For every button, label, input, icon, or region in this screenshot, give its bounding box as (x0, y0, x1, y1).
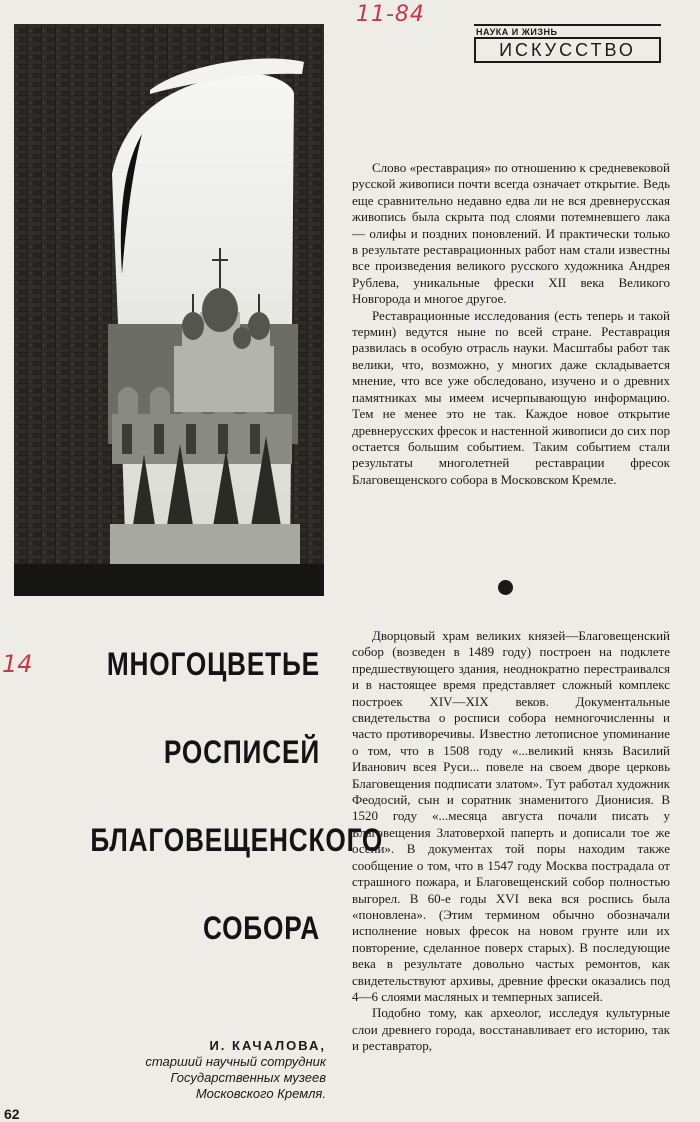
cathedral-photo (14, 24, 324, 596)
author-name: И. КАЧАЛОВА, (209, 1038, 326, 1053)
kremlin-cathedral-illustration (14, 24, 324, 596)
intro-paragraph: Реставрационные исследования (есть теперь и такой термин) ведутся ныне по всей стране. Реставрация развилась в особую отрасль науки. Масштабы работ так велики, что, возможно, у многих даже складывается мнение, что все уже обследовано, изучено и о древних памятниках мы имеем исчерпывающую информацию. Тем не менее это не так. Каждое новое открытие древнерусских фресок и настенной живописи до сих пор остается большим событием. Таким событием стали результаты многолетней реставрации фресок Благовещенского собора в Московском Кремле. (352, 307, 670, 487)
page-number: 62 (4, 1106, 20, 1122)
title-line: МНОГОЦВЕТЬЕ (106, 646, 320, 682)
title-line: СОБОРА (202, 910, 320, 946)
author-byline (100, 1038, 326, 1102)
main-paragraph: Дворцовый храм великих князей—Благовещенский собор (возведен в 1489 году) построен на подклете предшествующего здания, неоднократно перестраивался и в настоящее время представляет сложный комплекс построек XIV—XIX веков. Документальные свидетельства о росписи собора немногочисленны и часто противоречивы. Известно летописное упоминание о том, что в 1508 году «...великий князь Василий Иванович всея Руси... повеле на своем дворе церковь Благовещения подписати златом». Тут работал художник Феодосий, сын и соратник знаменитого Дионисия. В 1520 году «...месяца августа почали писать у Благовещения Златоверхой паперть и дописали тое же осени». В документах той поры находим также сообщение о том, что в 1547 году Москва пострадала от страшного пожара, и Благовещенский собор полностью выгорел. В 60-е годы XVI века вся роспись была «поновлена». (Этим термином обычно обозначали исполнение новых фресок на новом грунте или их повторение, сделанное поверх старых). В последующие века в результате довольно частых ремонтов, как свидетельствуют архивы, древние фрески оказались под 4—6 слоями масляных и темперных записей. (352, 628, 670, 1004)
title-line: РОСПИСЕЙ (163, 734, 320, 770)
section-rubric: ИСКУССТВО (474, 37, 661, 63)
main-text (352, 628, 670, 1055)
intro-paragraph: Слово «реставрация» по отношению к средневековой русской живописи почти всегда означает открытие. Ведь еще сравнительно недавно едва ли не вся древнерусская живопись была скрыта под слоями потемневшего лака — олифы и поздних поновлений. И практически только в результате реставрационных работ нам стали известны все произведения великого русского художника Андрея Рублева, уникальные фрески XII века Великого Новгорода и многое другое. (352, 160, 670, 307)
title-line: БЛАГОВЕЩЕНСКОГО (90, 822, 384, 858)
author-role-line: Московского Кремля. (195, 1086, 326, 1101)
handwritten-page-note: 11-84 (356, 2, 425, 27)
magazine-name: НАУКА И ЖИЗНЬ (476, 27, 558, 37)
author-role-line: старший научный сотрудник (145, 1054, 326, 1069)
author-role-line: Государственных музеев (170, 1070, 326, 1085)
handwritten-margin-note: 14 (2, 650, 33, 678)
magazine-header (474, 24, 661, 66)
main-paragraph: Подобно тому, как археолог, исследуя культурные слои древнего города, восстанавливает его историю, так и реставратор, (352, 1005, 670, 1054)
intro-text (352, 160, 670, 488)
section-divider-dot (498, 580, 513, 595)
article-title (40, 646, 384, 1000)
